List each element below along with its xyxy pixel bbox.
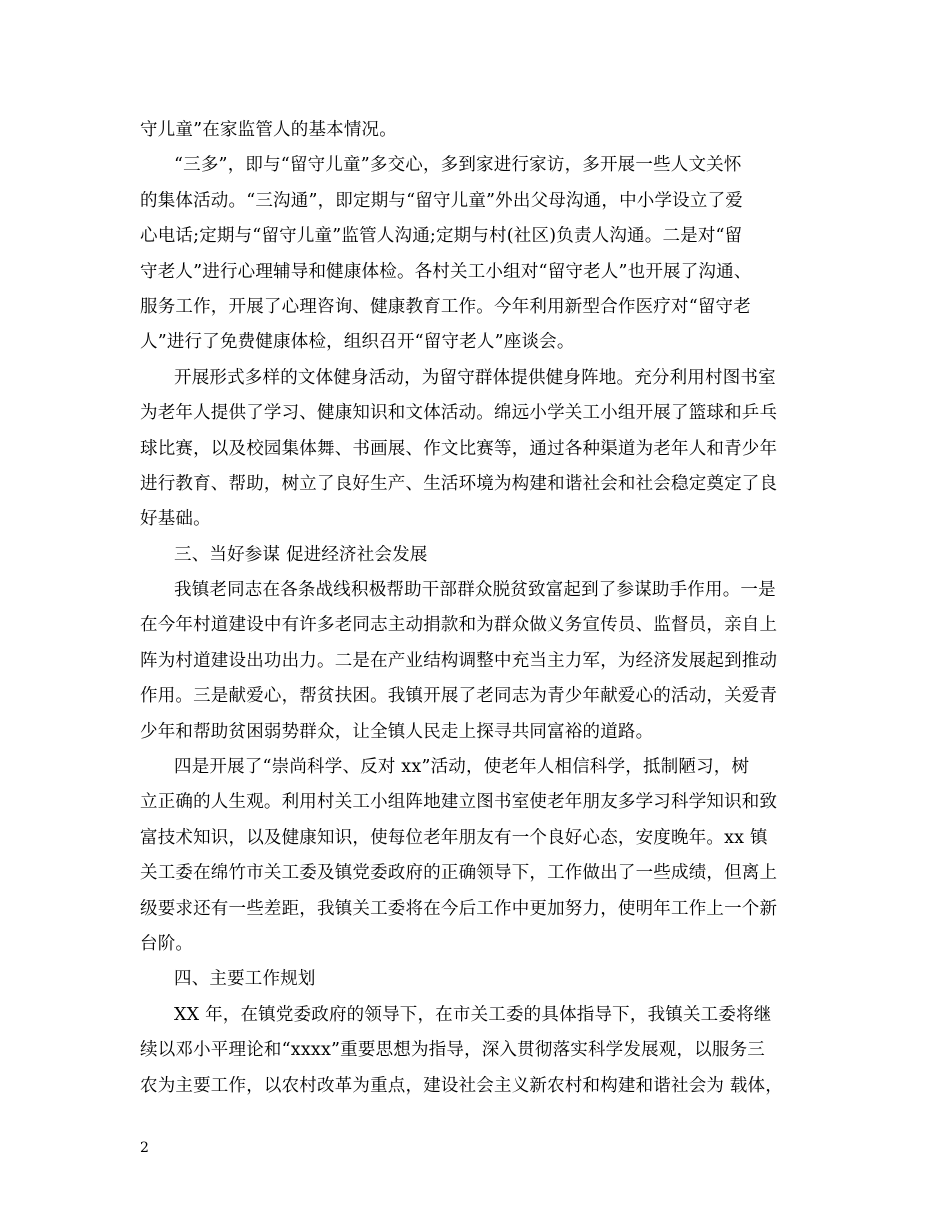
text-line-20: 立正确的人生观。利用村关工小组阵地建立图书室使老年朋友多学习科学知识和致 [140,792,778,813]
section-heading-3: 三、当好参谋 促进经济社会发展 [174,544,428,565]
text-line-12: 好基础。 [140,509,211,530]
text-line-4: 心电话;定期与“留守儿童”监管人沟通;定期与村(社区)负责人沟通。二是对“留 [140,226,743,247]
text-line-2: “三多”，即与“留守儿童”多交心，多到家进行家访，多开展一些人文关怀 [174,155,742,176]
text-line-24: 台阶。 [140,933,194,954]
text-line-19: 四是开展了“崇尚科学、反对 xx”活动，使老年人相信科学，抵制陋习，树 [174,757,750,778]
text-line-15: 在今年村道建设中有许多老同志主动捐款和为群众做义务宣传员、监督员，亲自上 [140,615,778,636]
text-line-18: 少年和帮助贫困弱势群众，让全镇人民走上探寻共同富裕的道路。 [140,721,654,742]
text-line-1: 守儿童”在家监管人的基本情况。 [140,120,397,140]
text-line-7: 人”进行了免费健康体检，组织召开“留守老人”座谈会。 [140,332,575,353]
document-body [140,113,822,1104]
text-line-23: 级要求还有一些差距，我镇关工委将在今后工作中更加努力，使明年工作上一个新 [140,898,778,919]
text-line-17: 作用。三是献爱心，帮贫扶困。我镇开展了老同志为青少年献爱心的活动，关爱青 [140,686,778,707]
text-line-8: 开展形式多样的文体健身活动，为留守群体提供健身阵地。充分利用村图书室 [174,367,776,388]
text-line-3: 的集体活动。“三沟通”，即定期与“留守儿童”外出父母沟通，中小学设立了爱 [140,190,743,211]
text-line-6: 服务工作，开展了心理咨询、健康教育工作。今年利用新型合作医疗对“留守老 [140,296,751,317]
page-number: 2 [140,1140,149,1156]
text-line-5: 守老人”进行心理辅导和健康体检。各村关工小组对“留守老人”也开展了沟通、 [140,261,752,282]
section-heading-4: 四、主要工作规划 [174,969,316,990]
text-line-16: 阵为村道建设出功出力。二是在产业结构调整中充当主力军，为经济发展起到推动 [140,650,778,671]
text-line-9: 为老年人提供了学习、健康知识和文体活动。绵远小学关工小组开展了篮球和乒乓 [140,403,778,424]
text-line-28: 农为主要工作，以农村改革为重点，建设社会主义新农村和构建和谐社会为 载体， [140,1075,783,1096]
text-line-26: XX 年，在镇党委政府的领导下，在市关工委的具体指导下，我镇关工委将继 [174,1004,772,1025]
text-line-27: 续以邓小平理论和“xxxx”重要思想为指导，深入贯彻落实科学发展观，以服务三 [140,1040,765,1061]
text-line-11: 进行教育、帮助，树立了良好生产、生活环境为构建和谐社会和社会稳定奠定了良 [140,473,778,494]
text-line-21: 富技术知识，以及健康知识，使每位老年朋友有一个良好心态，安度晚年。xx 镇 [140,827,768,848]
text-line-10: 球比赛，以及校园集体舞、书画展、作文比赛等，通过各种渠道为老年人和青少年 [140,438,778,459]
text-line-14: 我镇老同志在各条战线积极帮助干部群众脱贫致富起到了参谋助手作用。一是 [174,580,776,601]
text-line-22: 关工委在绵竹市关工委及镇党委政府的正确领导下，工作做出了一些成绩，但离上 [140,863,778,884]
